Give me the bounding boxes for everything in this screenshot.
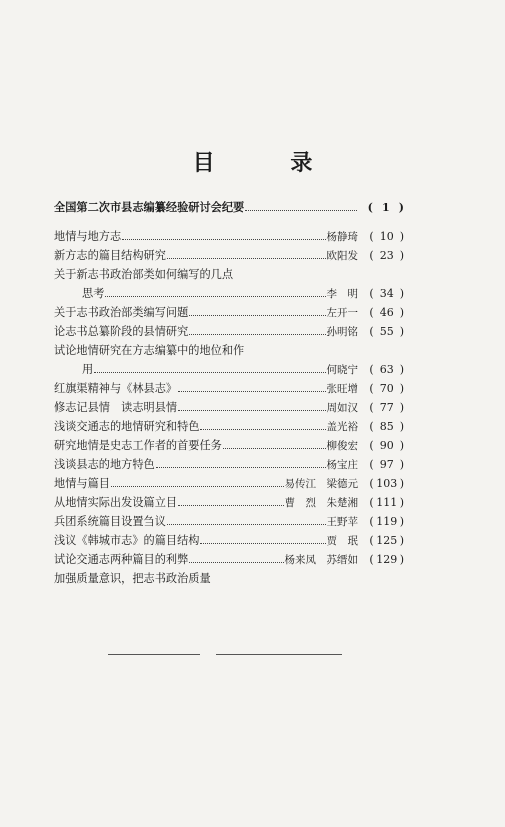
toc-entry[interactable]	[54, 436, 404, 455]
dot-leader	[105, 287, 325, 297]
dot-leader	[122, 230, 325, 240]
toc-entry[interactable]	[54, 303, 404, 322]
page-number: 46	[379, 306, 394, 319]
toc-entry-page: ( 119 )	[358, 512, 404, 531]
table-of-contents	[54, 198, 404, 588]
page-number: 77	[379, 401, 394, 414]
toc-entry-author: 杨宝庄	[326, 459, 358, 471]
dot-leader	[178, 401, 325, 411]
toc-entry[interactable]	[54, 265, 404, 284]
toc-entry-page: ( 55 )	[358, 322, 404, 341]
toc-entry[interactable]	[54, 493, 404, 512]
toc-entry[interactable]	[54, 227, 404, 246]
toc-entry-title: 论志书总纂阶段的县情研究	[54, 325, 189, 338]
page-number: 1	[381, 201, 390, 214]
toc-entry-title: 研究地情是史志工作者的首要任务	[54, 439, 222, 452]
toc-entry-page: ( 46 )	[358, 303, 404, 322]
dot-leader	[200, 420, 325, 430]
toc-entry[interactable]	[54, 474, 404, 493]
dot-leader	[189, 306, 325, 316]
page-number: 119	[376, 515, 398, 528]
page-number: 103	[376, 477, 398, 490]
dot-leader	[200, 534, 325, 544]
toc-entry-page: ( 129 )	[358, 550, 404, 569]
toc-entry-title: 兵团系统篇目设置刍议	[54, 515, 166, 528]
page-number: 90	[379, 439, 394, 452]
dot-leader	[167, 249, 326, 259]
dot-leader	[156, 458, 326, 468]
toc-entry-author: 盖光裕	[326, 421, 358, 433]
toc-entry-page: ( 90 )	[358, 436, 404, 455]
toc-entry-title: 思考	[82, 287, 105, 300]
page-title: 目 录	[192, 150, 347, 176]
toc-entry-title: 全国第二次市县志编纂经验研讨会纪要	[54, 200, 245, 214]
toc-entry[interactable]	[54, 531, 404, 550]
toc-entry-page: ( 70 )	[358, 379, 404, 398]
toc-entry-title: 试论交通志两种篇目的利弊	[54, 553, 189, 566]
dot-leader	[189, 325, 325, 335]
toc-entry-title: 用	[82, 363, 94, 376]
toc-entry-author: 周如汉	[326, 402, 358, 414]
dot-leader	[94, 363, 325, 373]
dot-leader	[189, 553, 283, 563]
page-number: 70	[379, 382, 394, 395]
toc-entry-title: 浅谈县志的地方特色	[54, 458, 155, 471]
toc-entry-author: 柳俊宏	[326, 440, 358, 452]
toc-entry[interactable]	[54, 360, 404, 379]
toc-entry[interactable]	[54, 379, 404, 398]
toc-entry-author: 左开一	[326, 307, 358, 319]
toc-entry-title: 加强质量意识，把志书政治质量	[54, 572, 211, 585]
page-number: 85	[379, 420, 394, 433]
dot-leader	[178, 382, 325, 392]
toc-entry-title: 关于志书政治部类编写问题	[54, 306, 189, 319]
toc-entry[interactable]	[54, 417, 404, 436]
toc-entry[interactable]	[54, 398, 404, 417]
toc-entry-title: 浅谈交通志的地情研究和特色	[54, 420, 200, 433]
page-number: 125	[376, 534, 398, 547]
dot-leader	[245, 201, 357, 211]
toc-entry-page: ( 103 )	[358, 474, 404, 493]
toc-entry-page: ( 97 )	[358, 455, 404, 474]
toc-entry[interactable]	[54, 322, 404, 341]
toc-entry-title: 地情与地方志	[54, 230, 122, 243]
toc-entry-page: ( 125 )	[358, 531, 404, 550]
dot-leader	[111, 477, 284, 487]
toc-entry-title: 关于新志书政治部类如何编写的几点	[54, 268, 234, 281]
toc-entry-author: 李 明	[326, 288, 358, 300]
toc-entry-author: 欧阳发	[326, 250, 358, 262]
toc-entry[interactable]	[54, 512, 404, 531]
toc-entry-title: 修志记县情 读志明县情	[54, 401, 178, 414]
toc-entry-title: 新方志的篇目结构研究	[54, 249, 166, 262]
toc-entry-page: ( 85 )	[358, 417, 404, 436]
toc-entry-page: ( 77 )	[358, 398, 404, 417]
page-number: 55	[379, 325, 394, 338]
toc-entry[interactable]	[54, 550, 404, 569]
toc-entry-author: 张旺增	[326, 383, 358, 395]
toc-entry-page: ( 111 )	[358, 493, 404, 512]
toc-entry-title: 红旗渠精神与《林县志》	[54, 382, 178, 395]
toc-entry[interactable]	[54, 341, 404, 360]
toc-entry-page: ( 1 )	[358, 198, 404, 217]
toc-entry-author: 贾 珉	[326, 535, 358, 547]
footer-rule-right	[216, 654, 342, 655]
page-number: 10	[379, 230, 394, 243]
toc-entry[interactable]	[54, 198, 404, 217]
footer-rule-left	[108, 654, 200, 655]
toc-entry-page: ( 23 )	[358, 246, 404, 265]
dot-leader	[223, 439, 326, 449]
toc-entry-page: ( 63 )	[358, 360, 404, 379]
page-number: 97	[379, 458, 394, 471]
toc-entry[interactable]	[54, 455, 404, 474]
page-number: 111	[376, 496, 398, 509]
toc-entry-title: 从地情实际出发设篇立目	[54, 496, 178, 509]
page-number: 129	[376, 553, 398, 566]
page-number: 34	[379, 287, 394, 300]
toc-entry-page: ( 34 )	[358, 284, 404, 303]
toc-entry-author: 曹 烈 朱楚湘	[284, 497, 358, 509]
toc-entry-title: 地情与篇目	[54, 477, 110, 490]
toc-entry-author: 杨静琦	[326, 231, 358, 243]
dot-leader	[178, 496, 283, 506]
page-number: 23	[379, 249, 394, 262]
toc-entry-author: 易传江 梁德元	[284, 478, 358, 490]
toc-entry-page: ( 10 )	[358, 227, 404, 246]
toc-entry[interactable]	[54, 569, 404, 588]
toc-entry[interactable]	[54, 246, 404, 265]
page-number: 63	[379, 363, 394, 376]
dot-leader	[167, 515, 326, 525]
toc-entry-author: 何晓宁	[326, 364, 358, 376]
toc-entry[interactable]	[54, 284, 404, 303]
toc-entry-title: 浅议《韩城市志》的篇目结构	[54, 534, 200, 547]
toc-entry-title: 试论地情研究在方志编纂中的地位和作	[54, 344, 245, 357]
toc-entry-author: 孙明铭	[326, 326, 358, 338]
toc-entry-author: 王野苹	[326, 516, 358, 528]
toc-entry-author: 杨来凤 苏缙如	[284, 554, 358, 566]
